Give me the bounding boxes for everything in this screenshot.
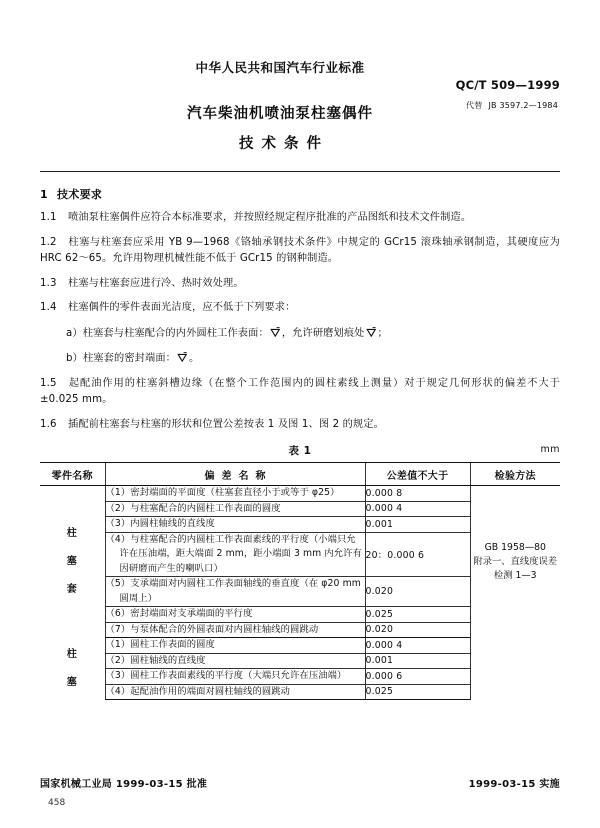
clause-number: 1.2 — [40, 236, 57, 248]
header-divider — [40, 171, 560, 172]
deviation-cell — [105, 532, 365, 577]
deviation-text: （3）圆柱工作表面素线的平行度（大端只允许在压油端） — [105, 670, 347, 681]
part-name-char: 柱 — [66, 527, 78, 539]
clause-text: 柱塞与柱塞套应采用 YB 9—1968《铬轴承钢技术条件》中规定的 GCr15 滚珠轴承钢制造，其硬度应为 HRC 62～65。允许用物理机械性能不低于 GCr15 的钢种制造。 — [40, 236, 560, 264]
clause-1-1 — [40, 210, 560, 227]
deviation-text: （1）密封端面的平面度（柱塞套直径小于或等于 φ25） — [105, 487, 340, 498]
surface-finish-triangle-icon — [177, 352, 188, 363]
tolerance-cell: 0.020 — [365, 577, 470, 607]
standard-replaces — [466, 100, 558, 111]
table-row — [40, 638, 560, 654]
clause-text: 起配油作用的柱塞斜槽边缘（在整个工作范围内的圆柱素线上测量）对于规定几何形状的偏差不大于±0.025 mm。 — [40, 377, 560, 405]
table-unit-label: mm — [540, 444, 560, 455]
clause-1-5 — [40, 376, 560, 409]
clause-text: 插配前柱塞套与柱塞的形状和位置公差按表 1 及图 1、图 2 的规定。 — [68, 418, 384, 430]
subclause-b — [40, 351, 560, 368]
standard-org-heading: 中华人民共和国汽车行业标准 — [195, 60, 365, 75]
part-name-cell-sleeve — [40, 486, 105, 638]
deviation-text: （1）圆柱工作表面的圆度 — [105, 639, 215, 650]
deviation-text: （2）与柱塞配合的内圆柱工作表面的圆度 — [105, 502, 281, 514]
deviation-text: （4）与柱塞配合的内圆柱工作表面素线的平行度（小端只允 — [105, 533, 356, 545]
page-subtitle: 技术条件 — [239, 136, 329, 152]
deviation-text-continued: 圆周上） — [119, 592, 158, 604]
page-number: 458 — [48, 798, 66, 808]
subclause-text: 柱塞套与柱塞配合的内外圆柱工作表面： — [82, 327, 269, 339]
method-line-1: GB 1958—80 — [484, 541, 546, 553]
section-name: 技术要求 — [56, 188, 103, 201]
clause-text: 柱塞与柱塞套应进行冷、热时效处理。 — [68, 277, 244, 289]
table-caption-label: 表 1 — [288, 445, 312, 457]
deviation-text: （7）与泵体配合的外圆表面对内圆柱轴线的圆跳动 — [105, 623, 319, 635]
tolerance-cell: 0.000 4 — [365, 501, 470, 517]
inspection-method-cell — [470, 486, 560, 638]
subclause-marker: a） — [66, 327, 83, 339]
inspection-method-cell-empty — [470, 638, 560, 700]
specification-table — [40, 462, 560, 700]
clause-number: 1.1 — [40, 212, 57, 223]
part-name-cell-plunger — [40, 638, 105, 700]
clause-text: 喷油泵柱塞偶件应符合本标准要求，并按照经规定程序批准的产品图纸和技术文件制造。 — [68, 212, 472, 223]
deviation-cell — [105, 517, 365, 533]
replaces-value: JB 3597.2—1984 — [488, 101, 558, 110]
deviation-cell — [105, 638, 365, 654]
deviation-text: （3）内圆柱轴线的直线度 — [105, 518, 215, 529]
footer-implementation: 1999-03-15 实施 — [468, 779, 560, 790]
standard-code: QC/T 509—1999 — [455, 78, 560, 92]
subclause-text-post: ； — [377, 327, 388, 339]
deviation-text-continued: 许在压油端，距大端面 2 mm，距小端面 3 mm 内允许有因研磨而产生的喇叭口） — [119, 548, 362, 574]
deviation-cell — [105, 684, 365, 700]
column-header-deviation-name: 偏差名称 — [105, 463, 365, 486]
column-header-part-name: 零件名称 — [40, 463, 105, 486]
table-row — [40, 486, 560, 502]
page-footer — [40, 775, 560, 790]
clause-number: 1.5 — [40, 377, 57, 389]
deviation-text: （2）圆柱轴线的直线度 — [105, 654, 206, 666]
page-title: 汽车柴油机喷油泵柱塞偶件 — [187, 106, 373, 122]
tolerance-cell: 0.001 — [365, 653, 470, 669]
surface-finish-triangle-icon — [270, 327, 281, 338]
clause-number: 1.4 — [40, 302, 57, 313]
deviation-cell — [105, 486, 365, 502]
deviation-cell — [105, 653, 365, 669]
deviation-text: （6）密封端面对支承端面的平行度 — [105, 608, 253, 619]
tolerance-cell: 20：0.000 6 — [365, 532, 470, 577]
method-line-3: 检测 1—3 — [493, 569, 537, 581]
deviation-cell — [105, 501, 365, 517]
part-name-char: 塞 — [66, 676, 78, 688]
tolerance-cell: 0.000 4 — [365, 638, 470, 654]
part-name-char: 套 — [66, 583, 78, 595]
section-number: 1 — [40, 188, 48, 201]
clause-text: 柱塞偶件的零件表面光洁度，应不低于下列要求： — [68, 302, 296, 313]
subclause-text-mid: ，允许研磨划痕处 — [281, 327, 365, 339]
deviation-cell — [105, 622, 365, 638]
footer-approval: 国家机械工业局 1999-03-15 批准 — [40, 779, 208, 790]
table-header-row — [40, 463, 560, 486]
deviation-cell — [105, 577, 365, 607]
clause-number: 1.6 — [40, 418, 57, 430]
clause-number: 1.3 — [40, 277, 57, 289]
tolerance-cell: 0.000 6 — [365, 669, 470, 685]
clause-1-2 — [40, 235, 560, 268]
column-header-tolerance: 公差值不大于 — [365, 463, 470, 486]
method-line-2: 附录一、直线度误差 — [473, 555, 558, 567]
column-header-inspection-method: 检验方法 — [470, 463, 560, 486]
clause-1-4 — [40, 300, 560, 317]
table-caption — [40, 443, 560, 458]
section-heading — [40, 186, 560, 202]
title-block — [40, 78, 560, 153]
clause-1-6 — [40, 417, 560, 434]
surface-finish-triangle-icon — [366, 327, 377, 338]
part-name-char: 柱 — [66, 648, 78, 660]
deviation-cell — [105, 669, 365, 685]
subclause-text: 柱塞套的密封端面： — [82, 353, 177, 364]
replaces-label: 代替 — [466, 101, 483, 110]
deviation-text: （4）起配油作用的端面对圆柱轴线的圆跳动 — [105, 685, 291, 697]
subclause-marker: b） — [66, 353, 83, 364]
tolerance-cell: 0.025 — [365, 684, 470, 700]
tolerance-cell: 0.001 — [365, 517, 470, 533]
clause-1-3 — [40, 276, 560, 293]
tolerance-cell: 0.020 — [365, 622, 470, 638]
deviation-text: （5）支承端面对内圆柱工作表面轴线的垂直度（在 φ20 mm — [105, 578, 361, 589]
tolerance-cell: 0.000 8 — [365, 486, 470, 502]
tolerance-cell: 0.025 — [365, 607, 470, 623]
part-name-char: 塞 — [66, 555, 78, 567]
subclause-text-post: 。 — [189, 353, 200, 364]
deviation-cell — [105, 607, 365, 623]
subclause-a — [40, 326, 560, 343]
